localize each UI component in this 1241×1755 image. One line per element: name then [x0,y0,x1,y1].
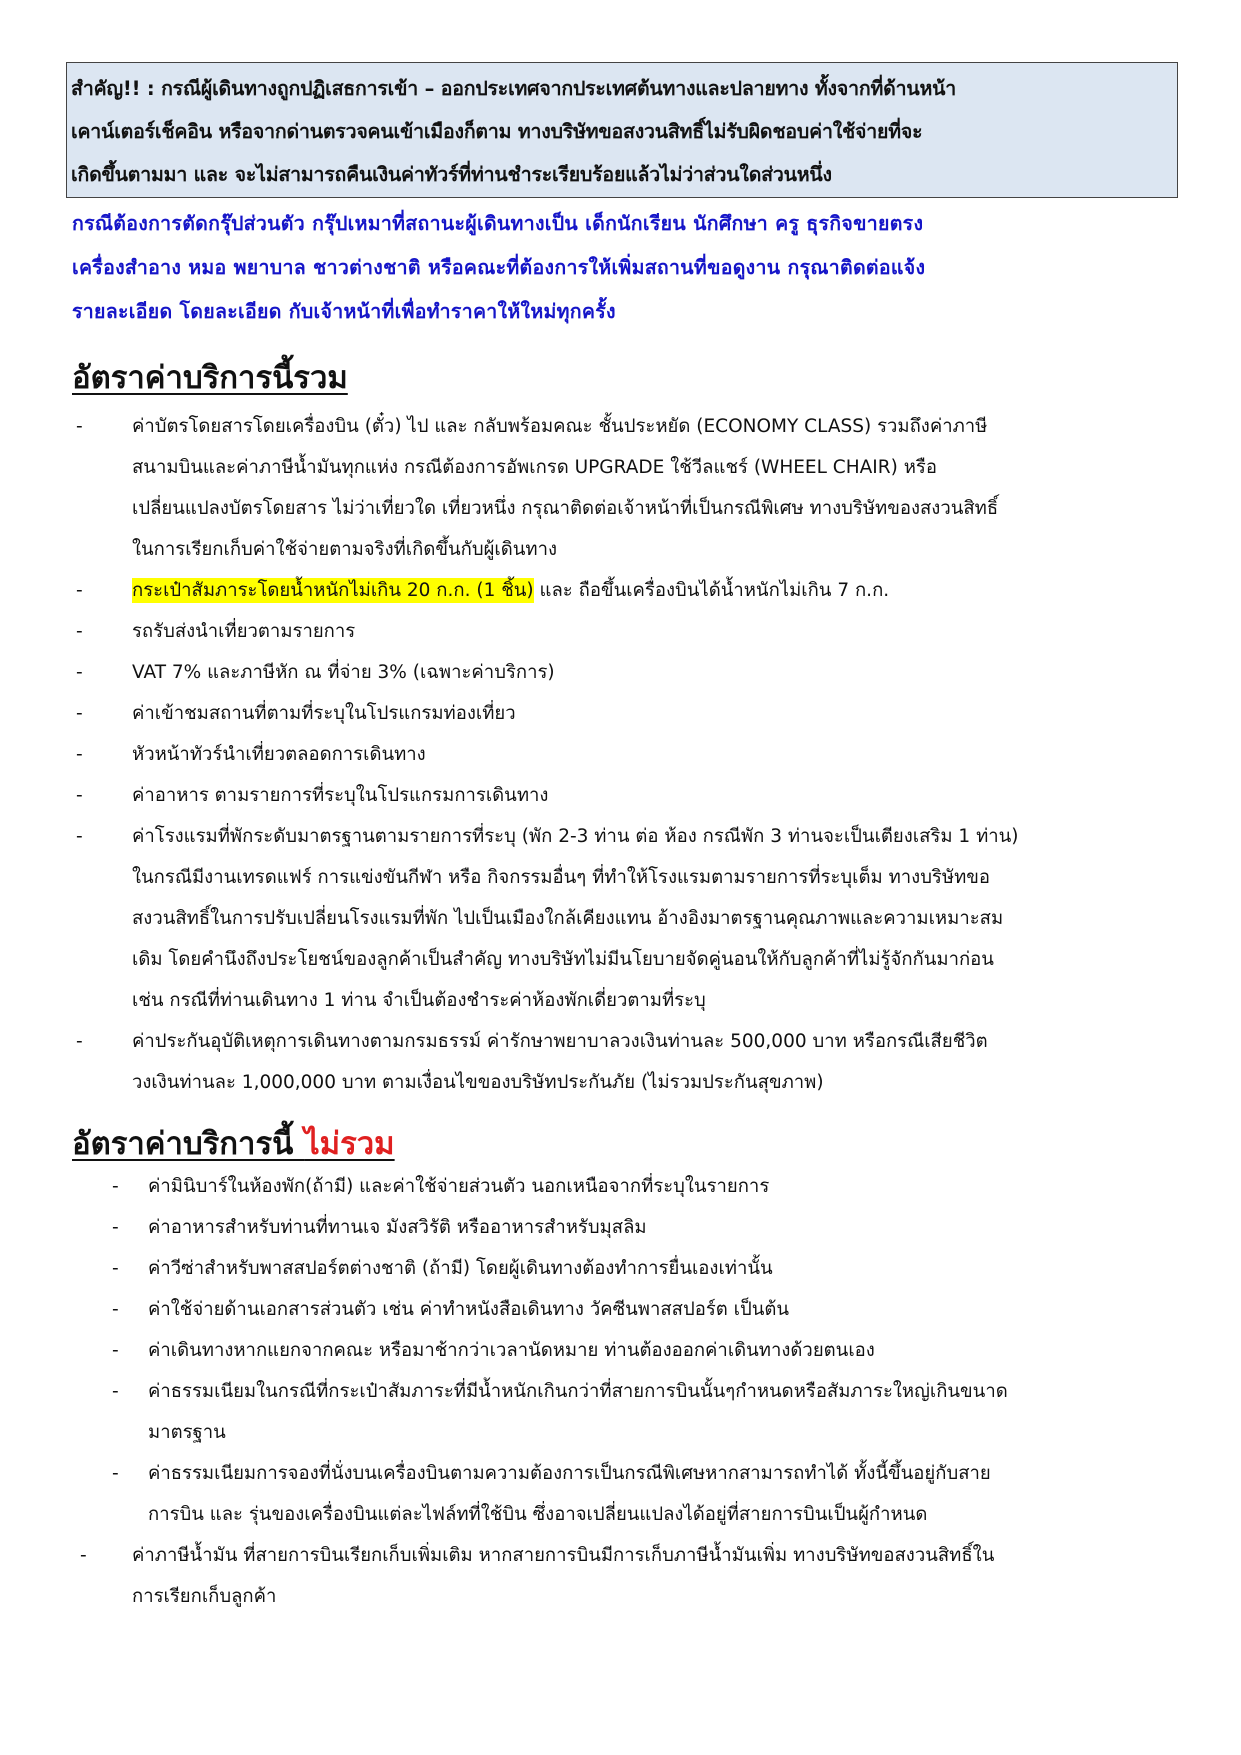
bullet-dash: - [80,1545,87,1566]
bullet-dash: - [76,1031,83,1052]
list-item [80,1535,995,1617]
item-line: ค่าธรรมเนียมในกรณีที่กระเป๋าสัมภาระที่มีน้ำหนักเกินกว่าที่สายการบินนั้นๆกำหนดหรือสัมภาระใหญ่เกินขนาด [148,1381,1008,1402]
list-item [112,1289,1010,1330]
bullet-dash: - [112,1258,119,1279]
bullet-dash: - [76,826,83,847]
list-item [76,734,1019,775]
item-line: รถรับส่งนำเที่ยวตามรายการ [132,621,356,642]
excluded-heading [72,1118,395,1168]
baggage-highlight: กระเป๋าสัมภาระโดยน้ำหนักไม่เกิน 20 ก.ก. (1 ชิ้น) [132,580,534,601]
bullet-dash: - [112,1217,119,1238]
item-line: ค่ามินิบาร์ในห้องพัก(ถ้ามี) และค่าใช้จ่ายส่วนตัว นอกเหนือจากที่ระบุในรายการ [148,1176,770,1197]
item-line: ค่าบัตรโดยสารโดยเครื่องบิน (ตั๋ว) ไป และ กลับพร้อมคณะ ชั้นประหยัด (ECONOMY CLASS) รวมถึงค่าภาษี [132,416,988,437]
list-item [112,1453,1010,1535]
included-list [76,406,1019,1103]
list-item [76,652,1019,693]
bullet-dash: - [76,785,83,806]
item-line: สนามบินและค่าภาษีน้ำมันทุกแห่ง กรณีต้องการอัพเกรด UPGRADE ใช้วีลแชร์ (WHEEL CHAIR) หรือ [132,457,937,478]
item-line: ในกรณีมีงานเทรดแฟร์ การแข่งขันกีฬา หรือ กิจกรรมอื่นๆ ที่ทำให้โรงแรมตามรายการที่ระบุเต็ม ทางบริษัทขอ [132,867,991,888]
bullet-dash: - [112,1463,119,1484]
item-line: เดิม โดยคำนึงถึงประโยชน์ของลูกค้าเป็นสำคัญ ทางบริษัทไม่มีนโยบายจัดคู่นอนให้กับลูกค้าที่ไม่รู้จักกันมาก่อน [132,949,994,970]
item-line: เช่น กรณีที่ท่านเดินทาง 1 ท่าน จำเป็นต้องชำระค่าห้องพักเดี่ยวตามที่ระบุ [132,990,706,1011]
list-item [76,406,1019,570]
item-line: วงเงินท่านละ 1,000,000 บาท ตามเงื่อนไขของบริษัทประกันภัย (ไม่รวมประกันสุขภาพ) [132,1072,824,1093]
item-line: เปลี่ยนแปลงบัตรโดยสาร ไม่ว่าเที่ยวใด เที่ยวหนึ่ง กรุณาติดต่อเจ้าหน้าที่เป็นกรณีพิเศษ ทางบริษัทของสงวนสิทธิ์ [132,498,999,519]
bullet-dash: - [76,744,83,765]
item-line: มาตรฐาน [148,1422,226,1443]
list-item [76,816,1019,1021]
bullet-dash: - [112,1381,119,1402]
bullet-dash: - [76,416,83,437]
list-item [112,1207,1010,1248]
group-notice-line: กรณีต้องการตัดกรุ๊ปส่วนตัว กรุ๊ปเหมาที่สถานะผู้เดินทางเป็น เด็กนักเรียน นักศึกษา ครู ธุรกิจขายตรง [72,212,924,235]
notice-line: สำคัญ!! : กรณีผู้เดินทางถูกปฏิเสธการเข้า – ออกประเทศจากประเทศต้นทางและปลายทาง ทั้งจากที่ด้านหน้า [71,77,956,100]
list-item [112,1166,1010,1207]
group-notice-line: รายละเอียด โดยละเอียด กับเจ้าหน้าที่เพื่อทำราคาให้ใหม่ทุกครั้ง [72,300,616,323]
bullet-dash: - [112,1176,119,1197]
bullet-dash: - [112,1340,119,1361]
item-line: สงวนสิทธิ์ในการปรับเปลี่ยนโรงแรมที่พัก ไปเป็นเมืองใกล้เคียงแทน อ้างอิงมาตรฐานคุณภาพและความเหมาะสม [132,908,1004,929]
excluded-heading-red: ไม่รวม [304,1126,395,1162]
group-notice-line: เครื่องสำอาง หมอ พยาบาล ชาวต่างชาติ หรือคณะที่ต้องการให้เพิ่มสถานที่ขอดูงาน กรุณาติดต่อแจ้ง [72,256,926,279]
item-line: หัวหน้าทัวร์นำเที่ยวตลอดการเดินทาง [132,744,426,765]
item-line: การบิน และ รุ่นของเครื่องบินแต่ละไฟล์ทที่ใช้บิน ซึ่งอาจเปลี่ยนแปลงได้อยู่ที่สายการบินเป็นผู้กำหนด [148,1504,928,1525]
item-line: ค่าประกันอุบัติเหตุการเดินทางตามกรมธรรม์ ค่ารักษาพยาบาลวงเงินท่านละ 500,000 บาท หรือกรณีเสียชีวิต [132,1031,988,1052]
list-item [76,570,1019,611]
item-line: ในการเรียกเก็บค่าใช้จ่ายตามจริงที่เกิดขึ้นกับผู้เดินทาง [132,539,558,560]
private-group-notice [72,202,1182,334]
excluded-heading-prefix: อัตราค่าบริการนี้ [72,1126,305,1162]
item-line: ค่าใช้จ่ายด้านเอกสารส่วนตัว เช่น ค่าทำหนังสือเดินทาง วัคซีนพาสสปอร์ต เป็นต้น [148,1299,790,1320]
list-item [112,1248,1010,1289]
item-line: และ ถือขึ้นเครื่องบินได้น้ำหนักไม่เกิน 7 ก.ก. [533,580,890,601]
list-item [76,775,1019,816]
bullet-dash: - [76,703,83,724]
included-heading: อัตราค่าบริการนี้รวม [72,360,348,396]
list-item [76,693,1019,734]
bullet-dash: - [76,662,83,683]
notice-line: เคาน์เตอร์เช็คอิน หรือจากด่านตรวจคนเข้าเมืองก็ตาม ทางบริษัทขอสงวนสิทธิ์ไม่รับผิดชอบค่าใช้จ่ายที่จะ [71,120,923,143]
item-line: ค่าอาหาร ตามรายการที่ระบุในโปรแกรมการเดินทาง [132,785,549,806]
item-line: ค่าเข้าชมสถานที่ตามที่ระบุในโปรแกรมท่องเที่ยว [132,703,516,724]
notice-line: เกิดขึ้นตามมา และ จะไม่สามารถคืนเงินค่าทัวร์ที่ท่านชำระเรียบร้อยแล้วไม่ว่าส่วนใดส่วนหนึ่ง [71,163,832,186]
item-line: ค่าอาหารสำหรับท่านที่ทานเจ มังสวิรัติ หรืออาหารสำหรับมุสลิม [148,1217,647,1238]
item-line: ค่าภาษีน้ำมัน ที่สายการบินเรียกเก็บเพิ่มเติม หากสายการบินมีการเก็บภาษีน้ำมันเพิ่ม ทางบริษัทขอสงวนสิทธิ์ใน [132,1545,995,1566]
list-item [112,1330,1010,1371]
list-item [76,1021,1019,1103]
bullet-dash: - [112,1299,119,1320]
list-item [112,1371,1010,1453]
item-line: การเรียกเก็บลูกค้า [132,1586,277,1607]
item-line: ค่าโรงแรมที่พักระดับมาตรฐานตามรายการที่ระบุ (พัก 2-3 ท่าน ต่อ ห้อง กรณีพัก 3 ท่านจะเป็นเตียงเสริม 1 ท่าน) [132,826,1019,847]
excluded-list [80,1166,1010,1617]
important-notice-box [66,62,1178,198]
item-line: ค่าวีซ่าสำหรับพาสสปอร์ตต่างชาติ (ถ้ามี) โดยผู้เดินทางต้องทำการยื่นเองเท่านั้น [148,1258,773,1279]
item-line: VAT 7% และภาษีหัก ณ ที่จ่าย 3% (เฉพาะค่าบริการ) [132,662,555,683]
item-line: ค่าเดินทางหากแยกจากคณะ หรือมาช้ากว่าเวลานัดหมาย ท่านต้องออกค่าเดินทางด้วยตนเอง [148,1340,875,1361]
list-item [76,611,1019,652]
bullet-dash: - [76,621,83,642]
item-line: ค่าธรรมเนียมการจองที่นั่งบนเครื่องบินตามความต้องการเป็นกรณีพิเศษหากสามารถทำได้ ทั้งนี้ขึ้นอยู่กับสาย [148,1463,991,1484]
bullet-dash: - [76,580,83,601]
